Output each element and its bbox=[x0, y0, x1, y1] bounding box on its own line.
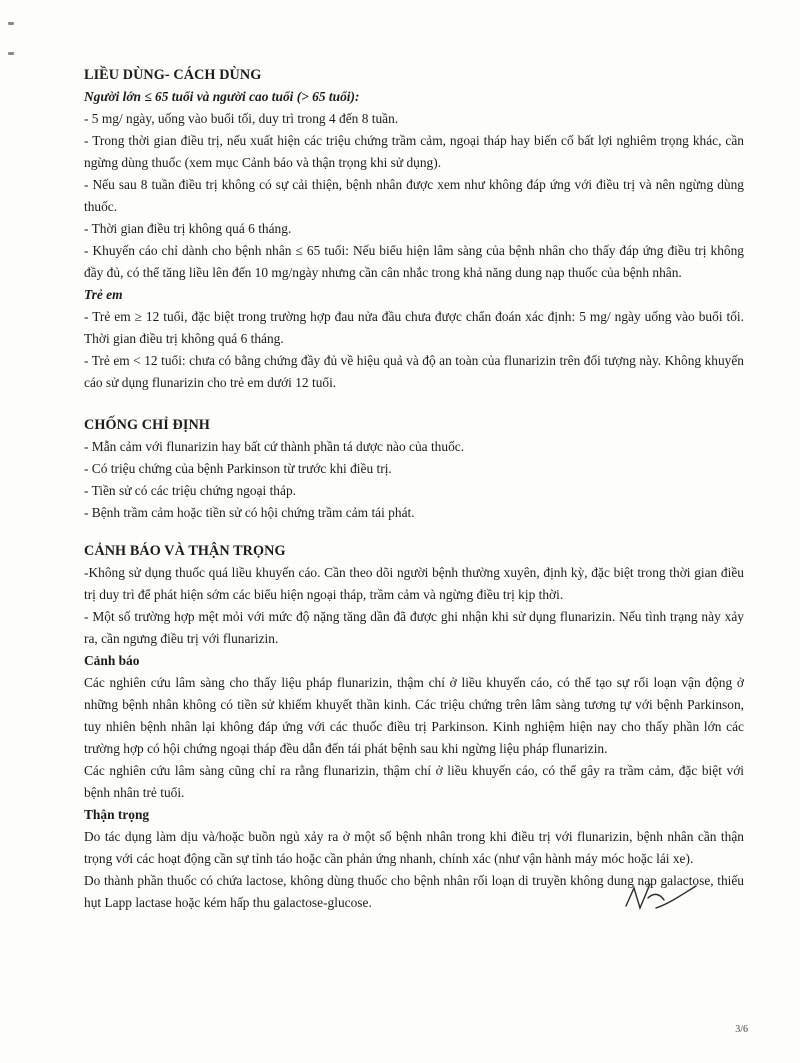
paragraph: - Thời gian điều trị không quá 6 tháng. bbox=[84, 221, 292, 236]
paragraph: Do tác dụng làm dịu và/hoặc buồn ngủ xảy ra ở một số bệnh nhân trong khi điều trị với flunarizin, bệnh nhân cần thận trọng với các hoạt động cần sự tỉnh táo hoặc cần phản ứng nhanh, chính xác (như vận hành máy móc hoặc lái xe). bbox=[84, 829, 744, 866]
paragraph: - Một số trường hợp mệt mỏi với mức độ nặng tăng dần đã được ghi nhận khi sử dụng flunarizin. Nếu tình trạng này xảy ra, cần ngưng điều trị với flunarizin. bbox=[84, 609, 744, 646]
list-item: - Bệnh trầm cảm hoặc tiền sử có hội chứng trầm cảm tái phát. bbox=[84, 505, 415, 520]
list-item: - Mẫn cảm với flunarizin hay bất cứ thành phần tá dược nào của thuốc. bbox=[84, 439, 465, 454]
list-item: - Có triệu chứng của bệnh Parkinson từ trước khi điều trị. bbox=[84, 461, 392, 476]
scan-mark bbox=[8, 52, 14, 55]
paragraph: - 5 mg/ ngày, uống vào buổi tối, duy trì trong 4 đến 8 tuần. bbox=[84, 111, 399, 126]
subheading-caution: Cảnh báo bbox=[84, 653, 140, 668]
subheading-care: Thận trọng bbox=[84, 807, 150, 822]
paragraph: - Trong thời gian điều trị, nếu xuất hiện các triệu chứng trầm cảm, ngoại tháp hay biến cố bất lợi nghiêm trọng khác, cần ngừng dùng thuốc (xem mục Cảnh báo và thận trọng khi sử dụng). bbox=[84, 133, 744, 170]
paragraph: - Trẻ em ≥ 12 tuổi, đặc biệt trong trường hợp đau nửa đầu chưa được chẩn đoán xác định: 5 mg/ ngày uống vào buổi tối. Thời gian điều trị không quá 6 tháng. bbox=[84, 309, 744, 346]
list-item: - Tiền sử có các triệu chứng ngoại tháp. bbox=[84, 483, 296, 498]
paragraph: Các nghiên cứu lâm sàng cũng chỉ ra rằng flunarizin, thậm chí ở liều khuyến cáo, có thể gây ra trầm cảm, đặc biệt với bệnh nhân trẻ tuổi. bbox=[84, 763, 744, 800]
page-number: 3/6 bbox=[735, 1024, 748, 1035]
scan-mark bbox=[8, 22, 14, 25]
paragraph: Các nghiên cứu lâm sàng cho thấy liệu pháp flunarizin, thậm chí ở liều khuyến cáo, có thể tạo sự rối loạn vận động ở những bệnh nhân không có tiền sử khiếm khuyết thần kinh. Các triệu chứng trên lâm sàng tương tự với bệnh Parkinson, tuy nhiên bệnh nhân lại không đáp ứng với các thuốc điều trị Parkinson. Kinh nghiệm hiện nay cho thấy phần lớn các trường hợp có hội chứng ngoại tháp đều dẫn đến tái phát bệnh sau khi ngừng liệu pháp flunarizin. bbox=[84, 675, 744, 756]
document-page bbox=[84, 64, 744, 914]
subheading-children: Trẻ em bbox=[84, 287, 123, 302]
paragraph: - Trẻ em < 12 tuổi: chưa có bằng chứng đầy đủ về hiệu quả và độ an toàn của flunarizin trên đối tượng này. Không khuyến cáo sử dụng flunarizin cho trẻ em dưới 12 tuổi. bbox=[84, 353, 744, 390]
paragraph: Do thành phần thuốc có chứa lactose, không dùng thuốc cho bệnh nhân rối loạn di truyền không dung nạp galactose, thiếu hụt Lapp lactase hoặc kém hấp thu galactose-glucose. bbox=[84, 873, 744, 910]
section-title-contraindications: CHỐNG CHỈ ĐỊNH bbox=[84, 417, 210, 433]
paragraph: -Không sử dụng thuốc quá liều khuyến cáo. Cần theo dõi người bệnh thường xuyên, định kỳ, đặc biệt trong thời gian điều trị duy trì để phát hiện sớm các biểu hiện ngoại tháp, trầm cảm và ngừng điều trị kịp thời. bbox=[84, 565, 744, 602]
paragraph: - Khuyến cáo chỉ dành cho bệnh nhân ≤ 65 tuổi: Nếu biểu hiện lâm sàng của bệnh nhân cho thấy đáp ứng điều trị không đầy đủ, có thể tăng liều lên đến 10 mg/ngày nhưng cần cân nhắc trong khả năng dung nạp thuốc của bệnh nhân. bbox=[84, 243, 744, 280]
paragraph: - Nếu sau 8 tuần điều trị không có sự cải thiện, bệnh nhân được xem như không đáp ứng với điều trị và nên ngừng dùng thuốc. bbox=[84, 177, 744, 214]
section-title-warnings: CẢNH BÁO VÀ THẬN TRỌNG bbox=[84, 543, 286, 559]
section-title-dosage: LIỀU DÙNG- CÁCH DÙNG bbox=[84, 67, 262, 83]
subheading-adults: Người lớn ≤ 65 tuổi và người cao tuổi (> 65 tuổi): bbox=[84, 89, 360, 104]
